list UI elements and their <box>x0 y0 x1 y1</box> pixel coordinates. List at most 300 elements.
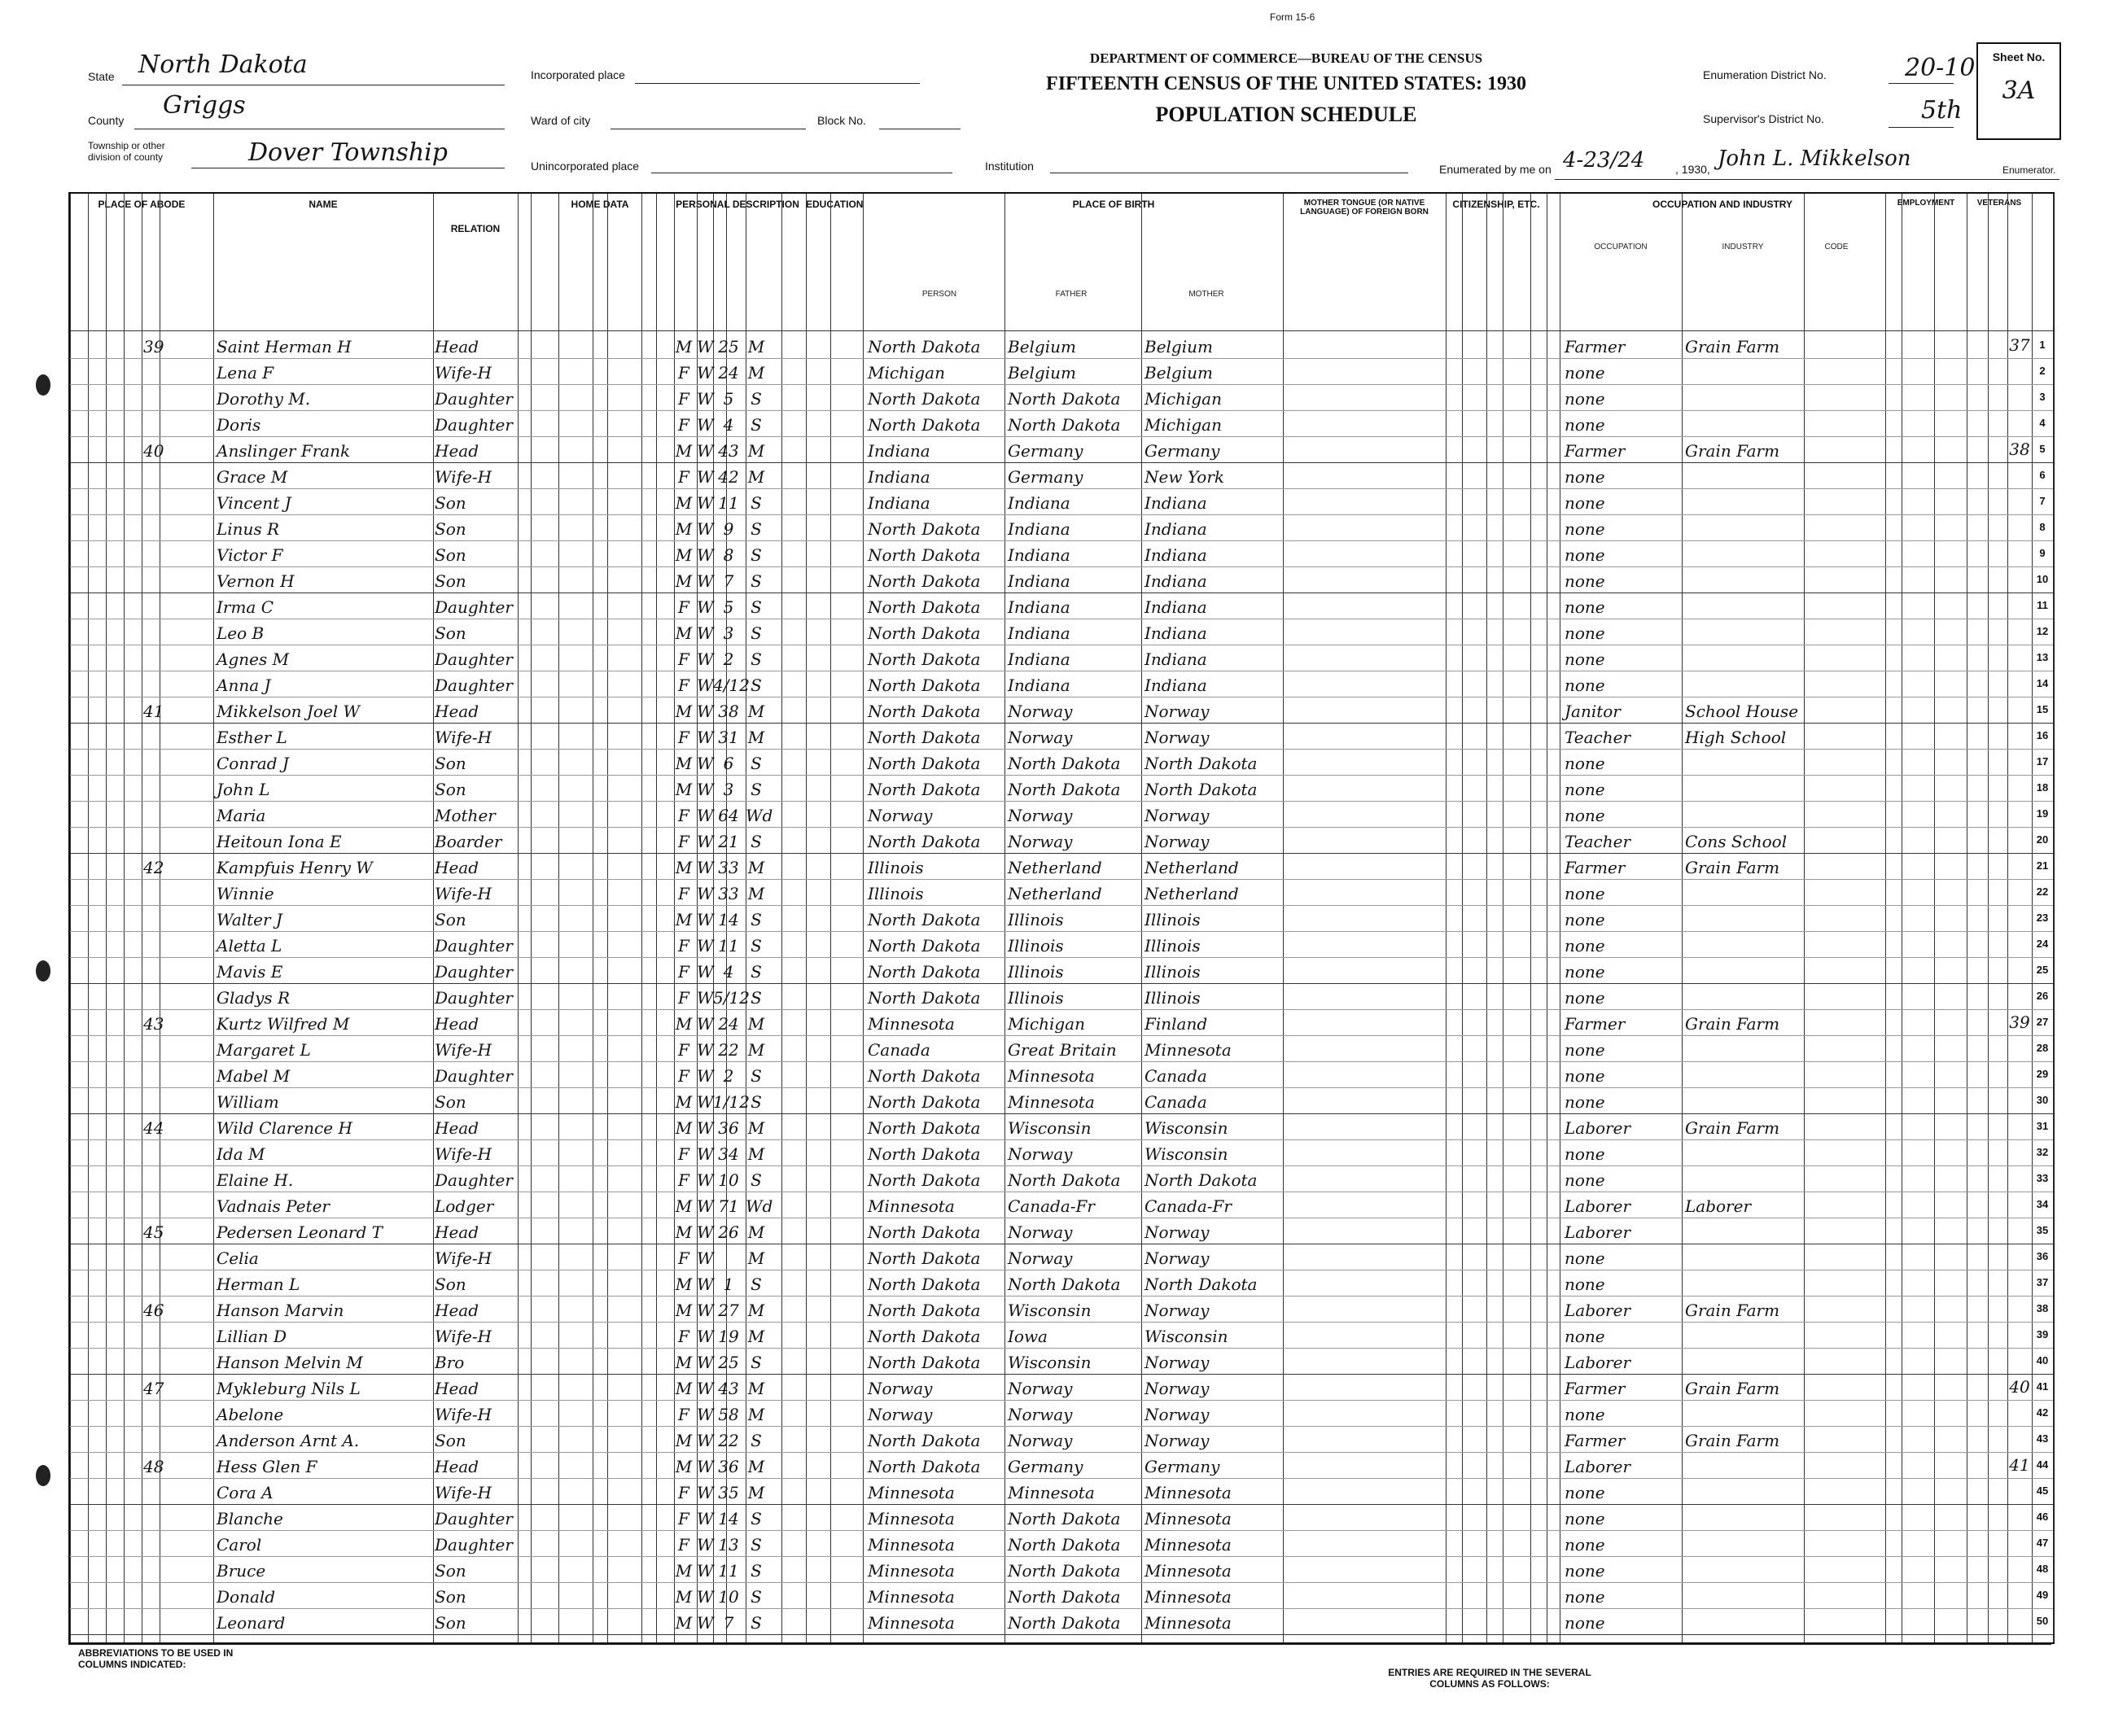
farm-schedule-number: 40 <box>2009 1377 2030 1397</box>
line-number: 26 <box>2036 990 2049 1002</box>
person-name: Anderson Arnt A. <box>217 1431 360 1450</box>
birthplace-person: North Dakota <box>868 1066 981 1086</box>
person-name: Irma C <box>217 597 274 617</box>
birthplace-person: North Dakota <box>868 1275 981 1294</box>
industry <box>1685 1533 1802 1556</box>
birthplace-mother: Indiana <box>1145 623 1207 643</box>
birthplace-person: North Dakota <box>868 1327 981 1346</box>
race: W <box>697 571 714 591</box>
birthplace-father: Norway <box>1008 832 1073 851</box>
industry <box>1685 1039 1802 1061</box>
birthplace-father: Norway <box>1008 806 1073 825</box>
birthplace-father: Wisconsin <box>1008 1353 1092 1372</box>
birthplace-father: North Dakota <box>1008 1535 1121 1555</box>
relation: Daughter <box>435 936 513 955</box>
line-number: 10 <box>2036 573 2049 585</box>
marital-status: S <box>751 936 762 955</box>
dwelling-number <box>143 1065 161 1087</box>
person-name: Herman L <box>217 1275 300 1294</box>
dwelling-number <box>143 622 161 645</box>
occupation: none <box>1565 467 1605 487</box>
sex: M <box>675 1431 693 1450</box>
birthplace-mother: North Dakota <box>1145 1170 1258 1190</box>
marital-status: S <box>751 649 762 669</box>
birthplace-father: Netherland <box>1008 858 1102 877</box>
relation: Son <box>435 754 466 773</box>
dwelling-number <box>143 1559 161 1582</box>
person-name: Agnes M <box>217 649 290 669</box>
line-number: 49 <box>2036 1589 2049 1601</box>
farm-schedule-number: 38 <box>2009 439 2030 459</box>
abbreviations-title: ABBREVIATIONS TO BE USED IN COLUMNS INDICATED: <box>78 1647 234 1670</box>
race: W <box>697 1561 714 1581</box>
birthplace-mother: Canada <box>1145 1066 1207 1086</box>
birthplace-person: Minnesota <box>868 1509 955 1528</box>
industry <box>1685 1273 1802 1296</box>
person-name: Carol <box>217 1535 262 1555</box>
sex: F <box>678 1248 689 1268</box>
industry <box>1685 986 1802 1009</box>
line-number: 15 <box>2036 703 2049 715</box>
relation: Wife-H <box>435 1327 492 1346</box>
farm-schedule-number: 41 <box>2009 1455 2030 1475</box>
sex: M <box>675 910 693 929</box>
race: W <box>697 806 714 825</box>
occupation: none <box>1565 519 1605 539</box>
dwelling-number: 44 <box>143 1118 164 1138</box>
enum-district-value: 20-10 <box>1905 54 1976 82</box>
occupation: Laborer <box>1565 1301 1631 1320</box>
birthplace-mother: Germany <box>1145 441 1220 461</box>
birthplace-person: North Dakota <box>868 832 981 851</box>
occupation: none <box>1565 1248 1605 1268</box>
age: 42 <box>718 467 739 487</box>
age: 1 <box>723 1275 734 1294</box>
dwelling-number <box>143 934 161 957</box>
binder-hole-top <box>36 374 50 396</box>
person-name: Elaine H. <box>217 1170 294 1190</box>
birthplace-person: North Dakota <box>868 337 981 356</box>
dwelling-number <box>143 492 161 514</box>
line-number: 43 <box>2036 1432 2049 1445</box>
person-name: Mavis E <box>217 962 283 982</box>
birthplace-father: Illinois <box>1008 910 1064 929</box>
person-name: Margaret L <box>217 1040 311 1060</box>
occupation: none <box>1565 1040 1605 1060</box>
dwelling-number <box>143 1169 161 1192</box>
birthplace-father: North Dakota <box>1008 1275 1121 1294</box>
sex: M <box>675 1014 693 1034</box>
birthplace-father: Germany <box>1008 441 1083 461</box>
occupation: Teacher <box>1565 728 1631 747</box>
industry <box>1685 1247 1802 1270</box>
occupation: none <box>1565 1066 1605 1086</box>
relation: Wife-H <box>435 884 492 903</box>
race: W <box>697 754 714 773</box>
dwelling-number <box>143 413 161 436</box>
birthplace-father: North Dakota <box>1008 754 1121 773</box>
person-name: Lena F <box>217 363 274 383</box>
line-number: 35 <box>2036 1224 2049 1236</box>
birthplace-father: North Dakota <box>1008 1587 1121 1607</box>
sex: F <box>678 597 689 617</box>
dwelling-number <box>143 466 161 488</box>
sex: F <box>678 363 689 383</box>
line-number: 48 <box>2036 1563 2049 1575</box>
line-number: 45 <box>2036 1485 2049 1497</box>
race: W <box>697 1613 714 1633</box>
dwelling-number <box>143 361 161 384</box>
birthplace-mother: Canada <box>1145 1092 1207 1112</box>
occupation: none <box>1565 1587 1605 1607</box>
industry <box>1685 1559 1802 1582</box>
group-relation: RELATION <box>450 223 501 234</box>
age: 58 <box>718 1405 739 1424</box>
dwelling-number: 45 <box>143 1222 164 1242</box>
birthplace-mother: New York <box>1145 467 1224 487</box>
marital-status: M <box>747 884 765 903</box>
occupation: none <box>1565 545 1605 565</box>
birthplace-person: North Dakota <box>868 1248 981 1268</box>
race: W <box>697 1092 714 1112</box>
dwelling-number <box>143 648 161 671</box>
birthplace-mother: Minnesota <box>1145 1587 1232 1607</box>
occupation: none <box>1565 1275 1605 1294</box>
industry <box>1685 596 1802 619</box>
birthplace-mother: Indiana <box>1145 545 1207 565</box>
occupation: Farmer <box>1565 337 1626 356</box>
dwelling-number <box>143 1039 161 1061</box>
occ-subhead-industry: INDUSTRY <box>1722 243 1764 251</box>
marital-status: Wd <box>746 806 773 825</box>
relation: Head <box>435 1222 479 1242</box>
dwelling-number <box>143 570 161 593</box>
birthplace-father: Minnesota <box>1008 1092 1095 1112</box>
birthplace-mother: Norway <box>1145 1301 1210 1320</box>
race: W <box>697 1118 714 1138</box>
dwelling-number <box>143 1351 161 1374</box>
sex: M <box>675 754 693 773</box>
relation: Wife-H <box>435 1405 492 1424</box>
county-label: County <box>88 114 125 127</box>
person-name: Doris <box>217 415 261 435</box>
sex: M <box>675 571 693 591</box>
birthplace-father: Indiana <box>1008 597 1070 617</box>
birthplace-person: North Dakota <box>868 597 981 617</box>
unincorporated-label: Unincorporated place <box>531 160 640 173</box>
person-name: Anna J <box>217 676 271 695</box>
relation: Head <box>435 1301 479 1320</box>
age: 4/12 <box>713 676 750 695</box>
occupation: none <box>1565 597 1605 617</box>
sheet-number-box <box>1976 42 2061 140</box>
group-place-of-birth: PLACE OF BIRTH <box>1072 199 1155 210</box>
person-name: Hess Glen F <box>217 1457 317 1476</box>
birthplace-person: North Dakota <box>868 728 981 747</box>
race: W <box>697 780 714 799</box>
line-number: 16 <box>2036 729 2049 741</box>
relation: Daughter <box>435 415 513 435</box>
age: 2 <box>723 649 734 669</box>
sex: M <box>675 1118 693 1138</box>
occupation: none <box>1565 1509 1605 1528</box>
sex: M <box>675 337 693 356</box>
industry: Grain Farm <box>1685 337 1780 356</box>
line-number: 37 <box>2036 1276 2049 1288</box>
person-name: Maria <box>217 806 266 825</box>
marital-status: Wd <box>746 1196 773 1216</box>
birthplace-person: North Dakota <box>868 936 981 955</box>
marital-status: S <box>751 545 762 565</box>
birthplace-father: Minnesota <box>1008 1066 1095 1086</box>
occupation: none <box>1565 389 1605 409</box>
relation: Head <box>435 441 479 461</box>
sex: F <box>678 884 689 903</box>
marital-status: M <box>747 1327 765 1346</box>
line-number: 24 <box>2036 938 2049 950</box>
industry: Cons School <box>1685 832 1788 851</box>
birthplace-mother: Illinois <box>1145 910 1201 929</box>
birthplace-mother: Illinois <box>1145 962 1201 982</box>
industry: Grain Farm <box>1685 1301 1780 1320</box>
race: W <box>697 1170 714 1190</box>
birthplace-father: Norway <box>1008 702 1073 721</box>
line-number: 19 <box>2036 807 2049 820</box>
group-place-of-abode: PLACE OF ABODE <box>98 199 186 210</box>
birthplace-father: Netherland <box>1008 884 1102 903</box>
birthplace-father: North Dakota <box>1008 389 1121 409</box>
birthplace-father: Norway <box>1008 1431 1073 1450</box>
industry <box>1685 466 1802 488</box>
age: 14 <box>718 1509 739 1528</box>
birthplace-person: North Dakota <box>868 1431 981 1450</box>
relation: Daughter <box>435 962 513 982</box>
birthplace-mother: Indiana <box>1145 493 1207 513</box>
person-name: Kampfuis Henry W <box>217 858 373 877</box>
race: W <box>697 1483 714 1502</box>
dwelling-number <box>143 596 161 619</box>
sex: F <box>678 676 689 695</box>
dwelling-number <box>143 1403 161 1426</box>
age: 7 <box>723 1613 734 1633</box>
dwelling-number: 46 <box>143 1301 164 1320</box>
relation: Boarder <box>435 832 502 851</box>
person-name: Esther L <box>217 728 287 747</box>
birthplace-father: North Dakota <box>1008 1509 1121 1528</box>
industry <box>1685 1403 1802 1426</box>
person-name: Ida M <box>217 1144 265 1164</box>
line-number: 41 <box>2036 1380 2049 1393</box>
dwelling-number <box>143 1611 161 1634</box>
line-number: 18 <box>2036 781 2049 794</box>
age: 24 <box>718 1014 739 1034</box>
birthplace-mother: Belgium <box>1145 337 1213 356</box>
marital-status: S <box>751 389 762 409</box>
race: W <box>697 1509 714 1528</box>
birthplace-person: North Dakota <box>868 571 981 591</box>
person-name: Vincent J <box>217 493 291 513</box>
marital-status: S <box>751 493 762 513</box>
sex: F <box>678 1535 689 1555</box>
race: W <box>697 1275 714 1294</box>
relation: Son <box>435 571 466 591</box>
race: W <box>697 1353 714 1372</box>
person-name: Pedersen Leonard T <box>217 1222 383 1242</box>
age: 43 <box>718 441 739 461</box>
sex: M <box>675 545 693 565</box>
dwelling-number <box>143 908 161 931</box>
person-name: Heitoun Iona E <box>217 832 342 851</box>
race: W <box>697 884 714 903</box>
county-value: Griggs <box>163 91 246 120</box>
birthplace-person: Illinois <box>868 858 924 877</box>
birthplace-person: North Dakota <box>868 623 981 643</box>
race: W <box>697 1144 714 1164</box>
line-number: 23 <box>2036 912 2049 924</box>
enumerator-name: John L. Mikkelson <box>1718 146 1911 171</box>
dwelling-number: 42 <box>143 858 164 877</box>
race: W <box>697 389 714 409</box>
marital-status: S <box>751 1170 762 1190</box>
marital-status: S <box>751 1587 762 1607</box>
age: 25 <box>718 1353 739 1372</box>
industry <box>1685 1351 1802 1374</box>
birthplace-mother: Illinois <box>1145 988 1201 1008</box>
occupation: none <box>1565 363 1605 383</box>
marital-status: S <box>751 1092 762 1112</box>
line-number: 50 <box>2036 1615 2049 1627</box>
sex: M <box>675 519 693 539</box>
person-name: Dorothy M. <box>217 389 311 409</box>
sex: F <box>678 962 689 982</box>
occupation: none <box>1565 988 1605 1008</box>
race: W <box>697 936 714 955</box>
birthplace-person: Minnesota <box>868 1196 955 1216</box>
race: W <box>697 415 714 435</box>
age: 33 <box>718 858 739 877</box>
line-number: 25 <box>2036 964 2049 976</box>
birthplace-father: Indiana <box>1008 676 1070 695</box>
industry <box>1685 1585 1802 1608</box>
birthplace-father: Michigan <box>1008 1014 1085 1034</box>
marital-status: M <box>747 1483 765 1502</box>
birth-subhead-person: PERSON <box>921 290 957 299</box>
birthplace-mother: Illinois <box>1145 936 1201 955</box>
marital-status: M <box>747 1379 765 1398</box>
birthplace-father: Norway <box>1008 1248 1073 1268</box>
birthplace-mother: Norway <box>1145 1379 1210 1398</box>
dwelling-number <box>143 804 161 827</box>
birthplace-mother: Wisconsin <box>1145 1144 1228 1164</box>
marital-status: M <box>747 1118 765 1138</box>
industry <box>1685 492 1802 514</box>
ward-label: Ward of city <box>531 114 591 127</box>
industry <box>1685 1221 1802 1244</box>
birthplace-person: North Dakota <box>868 676 981 695</box>
relation: Lodger <box>435 1196 494 1216</box>
age: 26 <box>718 1222 739 1242</box>
line-number: 40 <box>2036 1354 2049 1366</box>
age: 36 <box>718 1457 739 1476</box>
birthplace-father: Illinois <box>1008 988 1064 1008</box>
sex: F <box>678 1040 689 1060</box>
person-name: Cora A <box>217 1483 274 1502</box>
birthplace-father: North Dakota <box>1008 1561 1121 1581</box>
relation: Daughter <box>435 1066 513 1086</box>
race: W <box>697 441 714 461</box>
age: 19 <box>718 1327 739 1346</box>
line-number: 1 <box>2039 339 2046 351</box>
line-number: 6 <box>2039 469 2046 481</box>
birthplace-mother: Norway <box>1145 702 1210 721</box>
line-number: 13 <box>2036 651 2049 663</box>
person-name: Kurtz Wilfred M <box>217 1014 350 1034</box>
person-name: Conrad J <box>217 754 289 773</box>
age: 25 <box>718 337 739 356</box>
industry <box>1685 908 1802 931</box>
sex: F <box>678 806 689 825</box>
birthplace-father: Wisconsin <box>1008 1118 1092 1138</box>
age: 5 <box>723 597 734 617</box>
birthplace-person: North Dakota <box>868 1170 981 1190</box>
farm-schedule-number: 39 <box>2009 1012 2030 1032</box>
marital-status: S <box>751 1509 762 1528</box>
person-name: Anslinger Frank <box>217 441 351 461</box>
group-home-data: HOME DATA <box>571 199 629 210</box>
person-name: Mabel M <box>217 1066 291 1086</box>
relation: Daughter <box>435 597 513 617</box>
line-number: 8 <box>2039 521 2046 533</box>
sex: M <box>675 1301 693 1320</box>
sex: F <box>678 832 689 851</box>
marital-status: M <box>747 441 765 461</box>
line-number: 38 <box>2036 1302 2049 1314</box>
race: W <box>697 1405 714 1424</box>
age: 33 <box>718 884 739 903</box>
marital-status: M <box>747 363 765 383</box>
marital-status: S <box>751 754 762 773</box>
relation: Son <box>435 519 466 539</box>
birthplace-person: Canada <box>868 1040 930 1060</box>
person-name: Hanson Melvin M <box>217 1353 363 1372</box>
relation: Daughter <box>435 1535 513 1555</box>
age: 10 <box>718 1587 739 1607</box>
sex: F <box>678 728 689 747</box>
sex: M <box>675 1379 693 1398</box>
sex: F <box>678 1144 689 1164</box>
occupation: none <box>1565 623 1605 643</box>
birthplace-mother: Norway <box>1145 728 1210 747</box>
birthplace-person: North Dakota <box>868 754 981 773</box>
occupation: Laborer <box>1565 1118 1631 1138</box>
line-number: 31 <box>2036 1120 2049 1132</box>
occupation: none <box>1565 1170 1605 1190</box>
supervisor-label: Supervisor's District No. <box>1703 112 1824 125</box>
person-name: Leonard <box>217 1613 286 1633</box>
marital-status: S <box>751 1275 762 1294</box>
line-number: 17 <box>2036 755 2049 767</box>
birthplace-mother: Michigan <box>1145 389 1222 409</box>
block-label: Block No. <box>817 114 866 127</box>
person-name: Gladys R <box>217 988 291 1008</box>
industry <box>1685 544 1802 566</box>
marital-status: S <box>751 832 762 851</box>
relation: Son <box>435 1561 466 1581</box>
state-value: North Dakota <box>138 50 308 79</box>
industry <box>1685 622 1802 645</box>
marital-status: S <box>751 519 762 539</box>
birthplace-mother: Finland <box>1145 1014 1208 1034</box>
